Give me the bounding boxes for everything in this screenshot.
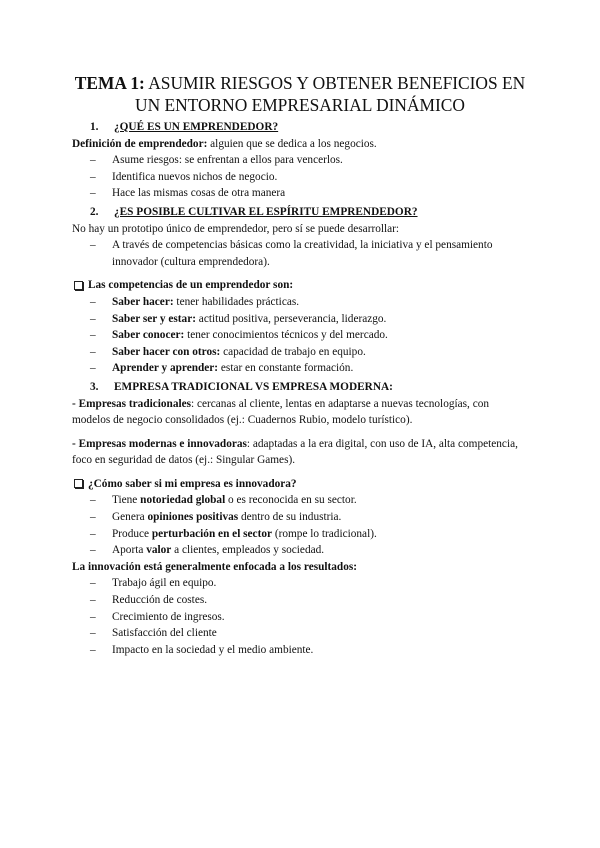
list-item: – Hace las mismas cosas de otra manera	[90, 185, 528, 202]
definition-text: alguien que se dedica a los negocios.	[207, 137, 377, 150]
list-item: – Saber hacer: tener habilidades prácticas.	[90, 294, 528, 311]
checkbox-bullet-icon	[74, 479, 83, 488]
innovation-heading-text: ¿Cómo saber si mi empresa es innovadora?	[88, 477, 297, 490]
section-2-number: 2.	[90, 205, 99, 218]
list-item: – Saber ser y estar: actitud positiva, perseverancia, liderazgo.	[90, 311, 528, 328]
section-1-heading	[90, 119, 528, 136]
competencies-heading	[72, 277, 528, 294]
section-1-number: 1.	[90, 121, 99, 133]
title-rest: ASUMIR RIESGOS Y OBTENER BENEFICIOS EN UN ENTORNO EMPRESARIAL DINÁMICO	[135, 73, 526, 115]
section-3-heading	[90, 379, 528, 396]
list-item: – Impacto en la sociedad y el medio ambiente.	[90, 642, 528, 659]
definition-label: Definición de emprendedor:	[72, 137, 208, 150]
page-title	[72, 72, 528, 116]
results-list	[72, 575, 528, 658]
list-item: – Satisfacción del cliente	[90, 625, 528, 642]
section-3-number: 3.	[90, 380, 99, 393]
list-item: – Saber hacer con otros: capacidad de trabajo en equipo.	[90, 344, 528, 361]
list-item: – Crecimiento de ingresos.	[90, 609, 528, 626]
competencies-list	[72, 294, 528, 377]
modern-companies: - Empresas modernas e innovadoras: adaptadas a la era digital, con uso de IA, alta competencia, foco en seguridad de datos (ej.: Singular Games).	[72, 437, 518, 467]
list-item: – A través de competencias básicas como la creatividad, la iniciativa y el pensamiento innovador (cultura emprendedora).	[90, 237, 528, 270]
list-item: – Produce perturbación en el sector (rompe lo tradicional).	[90, 526, 528, 543]
section-2-title: ¿ES POSIBLE CULTIVAR EL ESPÍRITU EMPRENDEDOR?	[114, 205, 418, 218]
list-item: – Reducción de costes.	[90, 592, 528, 609]
innovation-list	[72, 492, 528, 558]
list-item: – Asume riesgos: se enfrentan a ellos para vencerlos.	[90, 152, 528, 169]
document-page	[72, 72, 528, 658]
section-1-title: ¿QUÉ ES UN EMPRENDEDOR?	[114, 121, 279, 133]
list-item: – Aporta valor a clientes, empleados y sociedad.	[90, 542, 528, 559]
section-2-list	[72, 237, 528, 270]
section-1-list	[72, 152, 528, 202]
list-item: – Trabajo ágil en equipo.	[90, 575, 528, 592]
results-heading: La innovación está generalmente enfocada a los resultados:	[72, 560, 358, 573]
checkbox-bullet-icon	[74, 281, 83, 290]
list-item: – Aprender y aprender: estar en constante formación.	[90, 360, 528, 377]
title-bold: TEMA 1:	[74, 73, 145, 93]
list-item: – Identifica nuevos nichos de negocio.	[90, 169, 528, 186]
list-item: – Saber conocer: tener conocimientos técnicos y del mercado.	[90, 327, 528, 344]
definition	[72, 136, 528, 153]
section-2-heading	[90, 204, 528, 221]
innovation-heading	[72, 476, 528, 493]
section-2-intro: No hay un prototipo único de emprendedor, pero sí se puede desarrollar:	[72, 222, 400, 235]
section-3-title: EMPRESA TRADICIONAL VS EMPRESA MODERNA:	[114, 380, 393, 393]
traditional-companies: - Empresas tradicionales: cercanas al cliente, lentas en adaptarse a nuevas tecnologías, con modelos de negocio consolidados (ej.: Cuadernos Rubio, modelo turístico).	[72, 397, 490, 427]
competencies-heading-text: Las competencias de un emprendedor son:	[88, 279, 294, 292]
list-item: – Genera opiniones positivas dentro de su industria.	[90, 509, 528, 526]
list-item: – Tiene notoriedad global o es reconocida en su sector.	[90, 492, 528, 509]
